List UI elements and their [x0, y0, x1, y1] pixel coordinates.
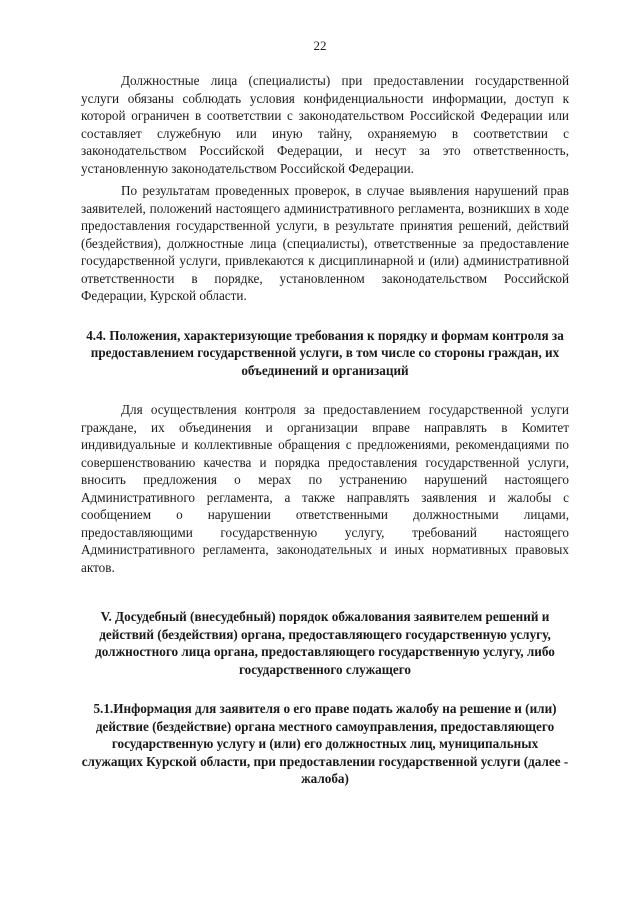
- heading-section-5-1: 5.1.Информация для заявителя о его праве подать жалобу на решение и (или) действие (бездействие) органа местного самоуправления, предоставляющего государственную услугу и (или) его должностных лиц, муниципальных служащих Курской области, при предоставлении государственной услуги (далее - жалоба): [81, 701, 569, 786]
- heading-section-V: V. Досудебный (внесудебный) порядок обжалования заявителем решений и действий (бездействия) органа, предоставляющего государственную услугу, должностного лица органа, предоставляющего государственную услугу, либо государственного служащего: [95, 609, 555, 677]
- paragraph-inspection-results: По результатам проведенных проверок, в случае выявления нарушений прав заявителей, положений настоящего административного регламента, возникших в ходе предоставления государственной услуги, в результате принятия решений, действий (бездействия), должностные лица (специалисты), ответственные за предоставление государственной услуги, привлекаются к дисциплинарной и (или) административной ответственности в порядке, установленном законодательством Российской Федерации, Курской области.: [81, 183, 569, 303]
- heading-section-4-4: 4.4. Положения, характеризующие требования к порядку и формам контроля за предоставлением государственной услуги, в том числе со стороны граждан, их объединений и организаций: [86, 327, 564, 378]
- page-number: 22: [313, 38, 327, 53]
- paragraph-confidentiality: Должностные лица (специалисты) при предоставлении государственной услуги обязаны соблюдать условия конфиденциальности информации, доступ к которой ограничен в соответствии с законодательством Российской Федерации или составляет служебную или иную тайну, охраняемую в соответствии с законодательством Российской Федерации, и несут за это ответственность, установленную законодательством Российской Федерации.: [81, 73, 569, 176]
- document-body: [81, 72, 569, 788]
- paragraph-citizen-control: Для осуществления контроля за предоставлением государственной услуги граждане, их объединения и организации вправе направлять в Комитет индивидуальные и коллективные обращения с предложениями, рекомендациями по совершенствованию качества и порядка предоставления государственной услуги, вносить предложения о мерах по устранению нарушений настоящего Административного регламента, а также направлять заявления и жалобы с сообщением о нарушении ответственными должностными лицами, предоставляющими государственную услугу, требований настоящего Административного регламента, законодательных и иных нормативных правовых актов.: [81, 402, 569, 575]
